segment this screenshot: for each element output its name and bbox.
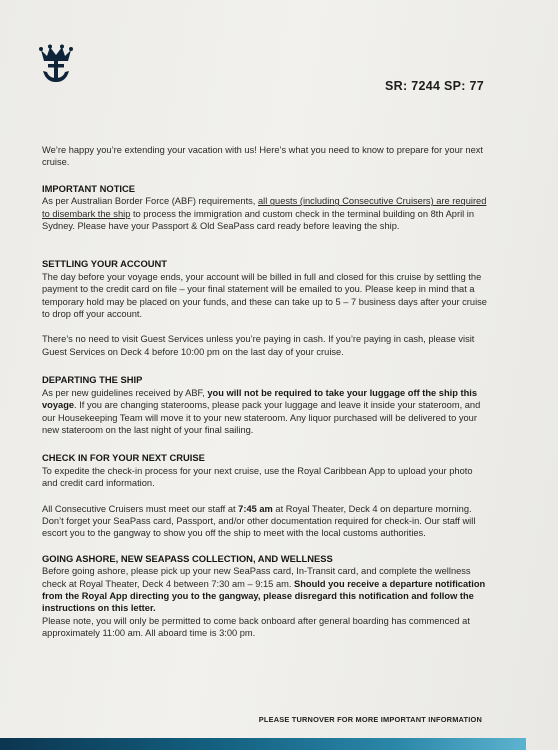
important-text-1: As per Australian Border Force (ABF) requirements,	[42, 196, 258, 207]
check-in-text-2: at Royal Theater, Deck 4 on departure morning. Don’t forget your SeaPass card, Passport, and/or other documentation required for check-in. Our staff will escort you to the gangway to show you off the ship to meet with the local customs authorities.	[42, 503, 476, 539]
intro-paragraph: We’re happy you’re extending your vacation with us! Here’s what you need to know to prepare for your next cruise.	[42, 145, 483, 168]
departing-bold-text: you will not be required to take your luggage off the ship this voyage	[42, 387, 478, 411]
check-in-heading: CHECK IN FOR YOUR NEXT CRUISE	[42, 452, 205, 464]
going-ashore-paragraph-2: Please note, you will only be permitted to come back onboard after general boarding has commenced at approximately 11:00 am. All aboard time is 3:00 pm.	[42, 615, 470, 639]
departing-text-2: . If you are changing staterooms, please pack your luggage and leave it inside your stateroom, and our Housekeeping Team will move it to your new stateroom. Any liquor purchased will be delivered to your new stateroom on the last night of your final sailing.	[42, 400, 481, 435]
important-notice-heading: IMPORTANT NOTICE	[42, 182, 136, 194]
settling-account-heading: SETTLING YOUR ACCOUNT	[42, 258, 168, 270]
ashore-text-1: Before going ashore, please pick up your new SeaPass card, In-Transit card, and complete the wellness check at Royal Theater, Deck 4 between 7:30 am – 9:15 am.	[42, 566, 471, 589]
departing-text-1: As per new guidelines received by ABF,	[42, 387, 208, 398]
footer-color-bar	[0, 738, 526, 750]
check-in-paragraph-1: To expedite the check-in process for your next cruise, use the Royal Caribbean App to upload your photo and credit card information.	[42, 465, 473, 489]
important-underlined-text: all guests (including Consecutive Cruisers) are required to disembark the ship	[42, 196, 487, 219]
going-ashore-heading: GOING ASHORE, NEW SEAPASS COLLECTION, AND WELLNESS	[42, 552, 333, 564]
important-notice-paragraph	[42, 195, 488, 232]
check-in-paragraph-2	[42, 503, 488, 540]
going-ashore-paragraph-1	[42, 565, 488, 615]
letter-body	[42, 144, 488, 640]
crown-anchor-icon	[38, 44, 74, 84]
departing-ship-heading: DEPARTING THE SHIP	[42, 374, 143, 386]
settling-paragraph-1: The day before your voyage ends, your account will be billed in full and closed for this cruise by settling the payment to the credit card on file – your final statement will be emailed to you. Please keep in mind that a temporary hold may be placed on your funds, and these can take up to 5 – 7 business days after your cruise to drop off your account.	[42, 271, 487, 320]
check-in-text-1: All Consecutive Cruisers must meet our staff at	[42, 503, 239, 514]
departing-paragraph	[42, 387, 488, 437]
important-text-3: to process the immigration and custom check in the terminal building on 8th April in Sydney. Please have your Passport & Old SeaPass card ready before leaving the ship.	[42, 208, 475, 232]
sr-sp-reference: SR: 7244 SP: 77	[385, 79, 484, 93]
ashore-bold-text: Should you receive a departure notification from the Royal App directing you to the gangway, please disregard this notification and follow the instructions on this letter.	[42, 578, 486, 614]
settling-paragraph-2: There’s no need to visit Guest Services unless you’re paying in cash. If you’re paying in cash, please visit Guest Services on Deck 4 before 10:00 pm on the last day of your cruise.	[42, 334, 475, 357]
turnover-note: PLEASE TURNOVER FOR MORE IMPORTANT INFORMATION	[258, 715, 482, 724]
check-in-time: 7:45 am	[238, 503, 273, 514]
